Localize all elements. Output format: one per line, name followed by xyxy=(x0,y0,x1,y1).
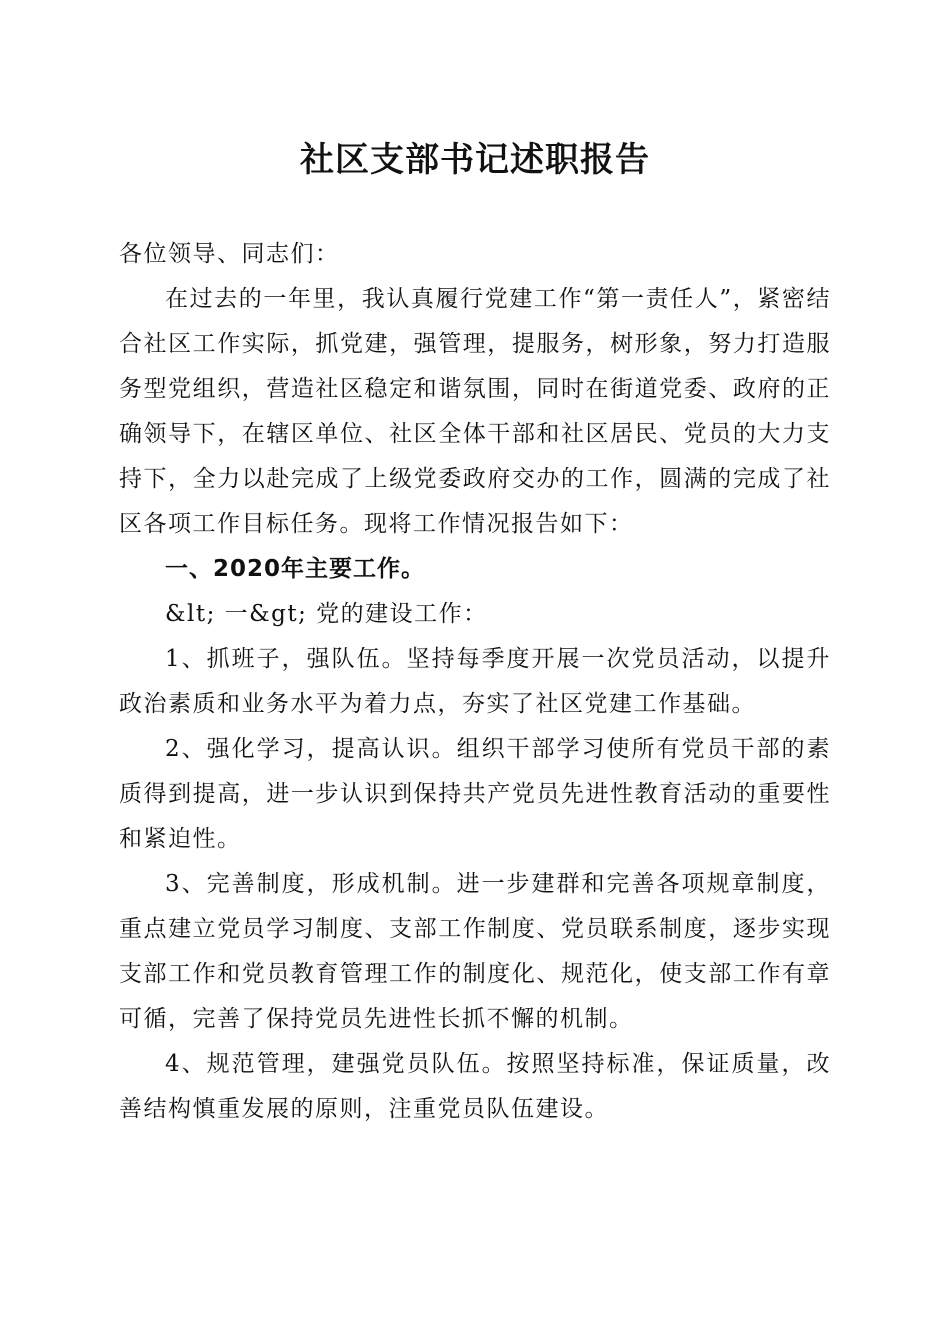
document-title: 社区支部书记述职报告 xyxy=(300,140,650,180)
section-heading: 一、2020年主要工作。 xyxy=(165,556,426,582)
subsection-heading: &lt; 一&gt; 党的建设工作： xyxy=(165,601,488,627)
list-item: 2、强化学习，提高认识。组织干部学习使所有党员干部的素质得到提高，进一步认识到保持共产党员先进性教育活动的重要性和紧迫性。 xyxy=(119,736,831,852)
list-item: 4、规范管理，建强党员队伍。按照坚持标准，保证质量，改善结构慎重发展的原则，注重党员队伍建设。 xyxy=(119,1051,831,1122)
intro-paragraph: 在过去的一年里，我认真履行党建工作“第一责任人”，紧密结合社区工作实际，抓党建，强管理，提服务，树形象，努力打造服务型党组织，营造社区稳定和谐氛围，同时在街道党委、政府的正确领导下，在辖区单位、社区全体干部和社区居民、党员的大力支持下，全力以赴完成了上级党委政府交办的工作，圆满的完成了社区各项工作目标任务。现将工作情况报告如下： xyxy=(119,286,831,537)
list-item: 1、抓班子，强队伍。坚持每季度开展一次党员活动，以提升政治素质和业务水平为着力点，夯实了社区党建工作基础。 xyxy=(119,646,831,717)
salutation: 各位领导、同志们： xyxy=(119,241,340,267)
document-body xyxy=(119,232,831,1132)
list-item: 3、完善制度，形成机制。进一步建群和完善各项规章制度，重点建立党员学习制度、支部工作制度、党员联系制度，逐步实现支部工作和党员教育管理工作的制度化、规范化，使支部工作有章可循，完善了保持党员先进性长抓不懈的机制。 xyxy=(119,871,831,1032)
